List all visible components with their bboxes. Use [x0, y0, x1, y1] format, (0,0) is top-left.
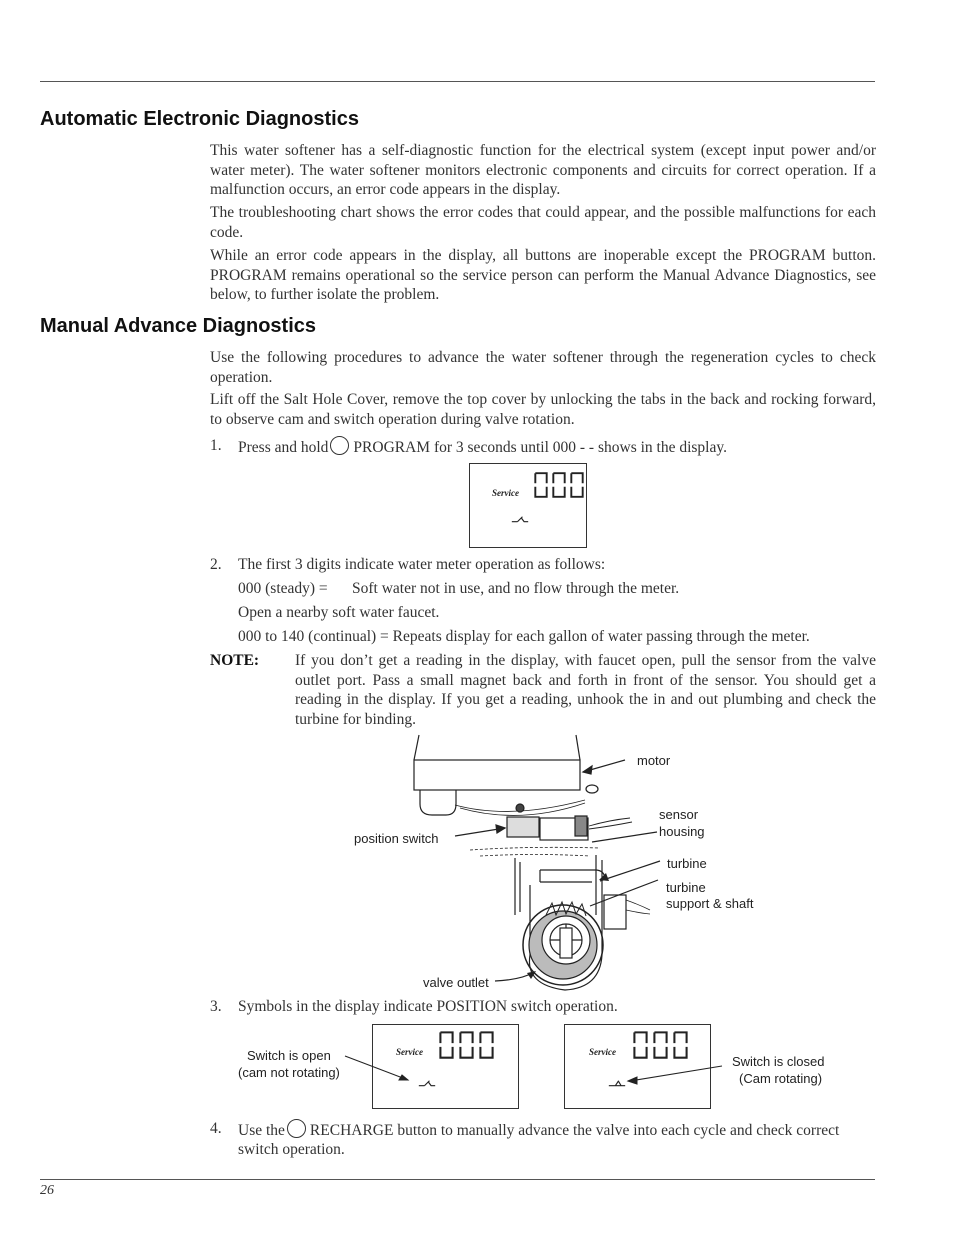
paragraph: While an error code appears in the display, all buttons are inoperable except the PROGRAM button. PROGRAM remains operational so the service person can perform the Manual Advance Diagnostics, see below, to further isolate the problem. — [210, 247, 876, 303]
recharge-button-icon — [287, 1119, 306, 1138]
step-1-pre: Press and hold — [238, 439, 329, 456]
label-sensor: sensor — [659, 807, 699, 822]
heading-manual-diagnostics: Manual Advance Diagnostics — [40, 315, 316, 337]
note-text: If you don’t get a reading in the display, with faucet open, pull the sensor from the valve outlet port. Pass a small magnet back and forth in front of the sensor. You should get a reading in the display. If you get a reading, unhook the in and out plumbing and check the turbine for binding. — [295, 652, 876, 728]
steady-label: 000 (steady) = — [238, 580, 328, 597]
label-turbine: turbine — [667, 856, 707, 871]
step-4-post: RECHARGE button to manually advance the valve into each cycle and check correct — [309, 1122, 840, 1139]
paragraph: This water softener has a self-diagnostic function for the electrical system (except input power and/or water meter). The water softener monitors electronic components and circuits for correct operation. If a malfunction occurs, an error code appears in the display. — [210, 142, 876, 198]
step-number: 3. — [210, 998, 222, 1015]
paragraph: Use the following procedures to advance the water softener through the regeneration cycles to check operation. — [210, 349, 876, 386]
step-4-pre: Use the — [238, 1122, 285, 1139]
label-housing: housing — [659, 824, 705, 839]
bottom-rule — [40, 1179, 875, 1180]
page-number: 26 — [40, 1183, 54, 1198]
note-label: NOTE: — [210, 652, 260, 669]
step-4-text — [238, 1119, 839, 1141]
paragraph: The troubleshooting chart shows the error codes that could appear, and the possible malfunctions for each code. — [210, 204, 876, 241]
switch-closed-label: Switch is closed — [732, 1054, 825, 1069]
display-service-label: Service — [492, 488, 519, 498]
label-valve-outlet: valve outlet — [423, 975, 489, 990]
paragraph: Lift off the Salt Hole Cover, remove the top cover by unlocking the tabs in the back and rocking forward, to observe cam and switch operation during valve rotation. — [210, 391, 876, 428]
display-service-label: Service — [589, 1047, 616, 1057]
open-faucet-text: Open a nearby soft water faucet. — [238, 604, 440, 621]
steady-desc: Soft water not in use, and no flow through the meter. — [352, 580, 680, 597]
label-support-shaft: support & shaft — [666, 896, 754, 911]
label-turbine-support: turbine — [666, 880, 706, 895]
step-4-line2: switch operation. — [238, 1141, 345, 1158]
switch-open-sublabel: (cam not rotating) — [238, 1065, 340, 1080]
step-3-text: Symbols in the display indicate POSITION switch operation. — [238, 998, 618, 1015]
heading-automatic-diagnostics: Automatic Electronic Diagnostics — [40, 108, 359, 130]
step-number: 2. — [210, 556, 222, 573]
step-number: 4. — [210, 1120, 222, 1137]
step-2-text: The first 3 digits indicate water meter operation as follows: — [238, 556, 606, 573]
label-position-switch: position switch — [354, 831, 439, 846]
switch-closed-sublabel: (Cam rotating) — [739, 1071, 823, 1086]
step-1-post: PROGRAM for 3 seconds until 000 - - shows in the display. — [353, 439, 727, 456]
step-number: 1. — [210, 437, 222, 454]
label-motor: motor — [637, 753, 671, 768]
display-service-label: Service — [396, 1047, 423, 1057]
switch-open-label: Switch is open — [247, 1048, 331, 1063]
continual-text: 000 to 140 (continual) = Repeats display for each gallon of water passing through the meter. — [238, 628, 810, 645]
